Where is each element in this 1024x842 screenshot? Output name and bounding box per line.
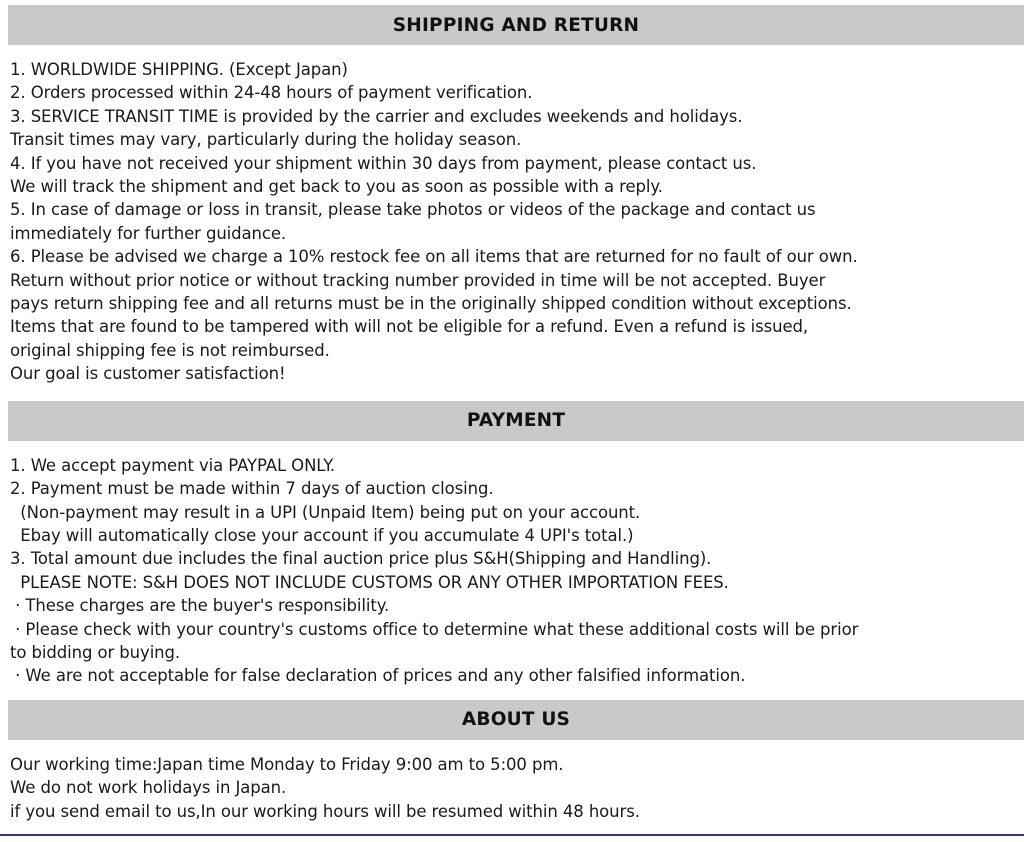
text-line: 3. Total amount due includes the final auction price plus S&H(Shipping and Handling). — [10, 549, 712, 569]
text-line: 3. SERVICE TRANSIT TIME is provided by the carrier and excludes weekends and holidays. — [10, 106, 743, 126]
section-body-shipping-and-return — [0, 45, 1024, 401]
bottom-divider — [0, 834, 1024, 836]
text-line: to bidding or buying. — [10, 642, 181, 662]
text-line: We will track the shipment and get back to you as soon as possible with a reply. — [10, 177, 663, 197]
text-line: 2. Orders processed within 24-48 hours of payment verification. — [10, 83, 533, 103]
section-payment — [0, 401, 1024, 700]
section-body-about-us — [0, 740, 1024, 823]
section-header-shipping-and-return: SHIPPING AND RETURN — [8, 5, 1024, 45]
text-line: 1. WORLDWIDE SHIPPING. (Except Japan) — [10, 60, 348, 79]
text-line: Return without prior notice or without tracking number provided in time will be not accepted. Buyer — [10, 270, 826, 290]
text-line: We do not work holidays in Japan. — [10, 778, 287, 798]
text-line: 4. If you have not received your shipment within 30 days from payment, please contact us. — [10, 153, 757, 173]
text-line: 2. Payment must be made within 7 days of auction closing. — [10, 479, 494, 499]
text-line: · We are not acceptable for false declaration of prices and any other falsified information. — [10, 666, 746, 686]
text-line: · These charges are the buyer's responsibility. — [10, 596, 390, 616]
text-line: immediately for further guidance. — [10, 223, 287, 243]
text-line: PLEASE NOTE: S&H DOES NOT INCLUDE CUSTOMS OR ANY OTHER IMPORTATION FEES. — [10, 572, 729, 592]
text-line: 6. Please be advised we charge a 10% restock fee on all items that are returned for no fault of our own. — [10, 247, 858, 267]
text-line: 1. We accept payment via PAYPAL ONLY. — [10, 455, 335, 475]
text-line: Ebay will automatically close your account if you accumulate 4 UPI's total.) — [10, 525, 634, 545]
text-line: Our goal is customer satisfaction! — [10, 364, 286, 384]
section-shipping-and-return — [0, 5, 1024, 401]
section-header-about-us: ABOUT US — [8, 700, 1024, 740]
text-line: Items that are found to be tampered with will not be eligible for a refund. Even a refund is issued, — [10, 317, 809, 337]
section-header-payment: PAYMENT — [8, 401, 1024, 441]
text-line: (Non-payment may result in a UPI (Unpaid Item) being put on your account. — [10, 502, 641, 522]
text-line: Transit times may vary, particularly during the holiday season. — [10, 130, 522, 150]
section-body-payment — [0, 441, 1024, 700]
text-line: if you send email to us,In our working hours will be resumed within 48 hours. — [10, 801, 640, 821]
text-line: pays return shipping fee and all returns must be in the originally shipped condition without exceptions. — [10, 294, 852, 314]
text-line: original shipping fee is not reimbursed. — [10, 340, 330, 360]
text-line: · Please check with your country's customs office to determine what these additional costs will be prior — [10, 619, 859, 639]
text-line: 5. In case of damage or loss in transit, please take photos or videos of the package and contact us — [10, 200, 816, 220]
section-about-us — [0, 700, 1024, 823]
text-line: Our working time:Japan time Monday to Friday 9:00 am to 5:00 pm. — [10, 754, 564, 774]
